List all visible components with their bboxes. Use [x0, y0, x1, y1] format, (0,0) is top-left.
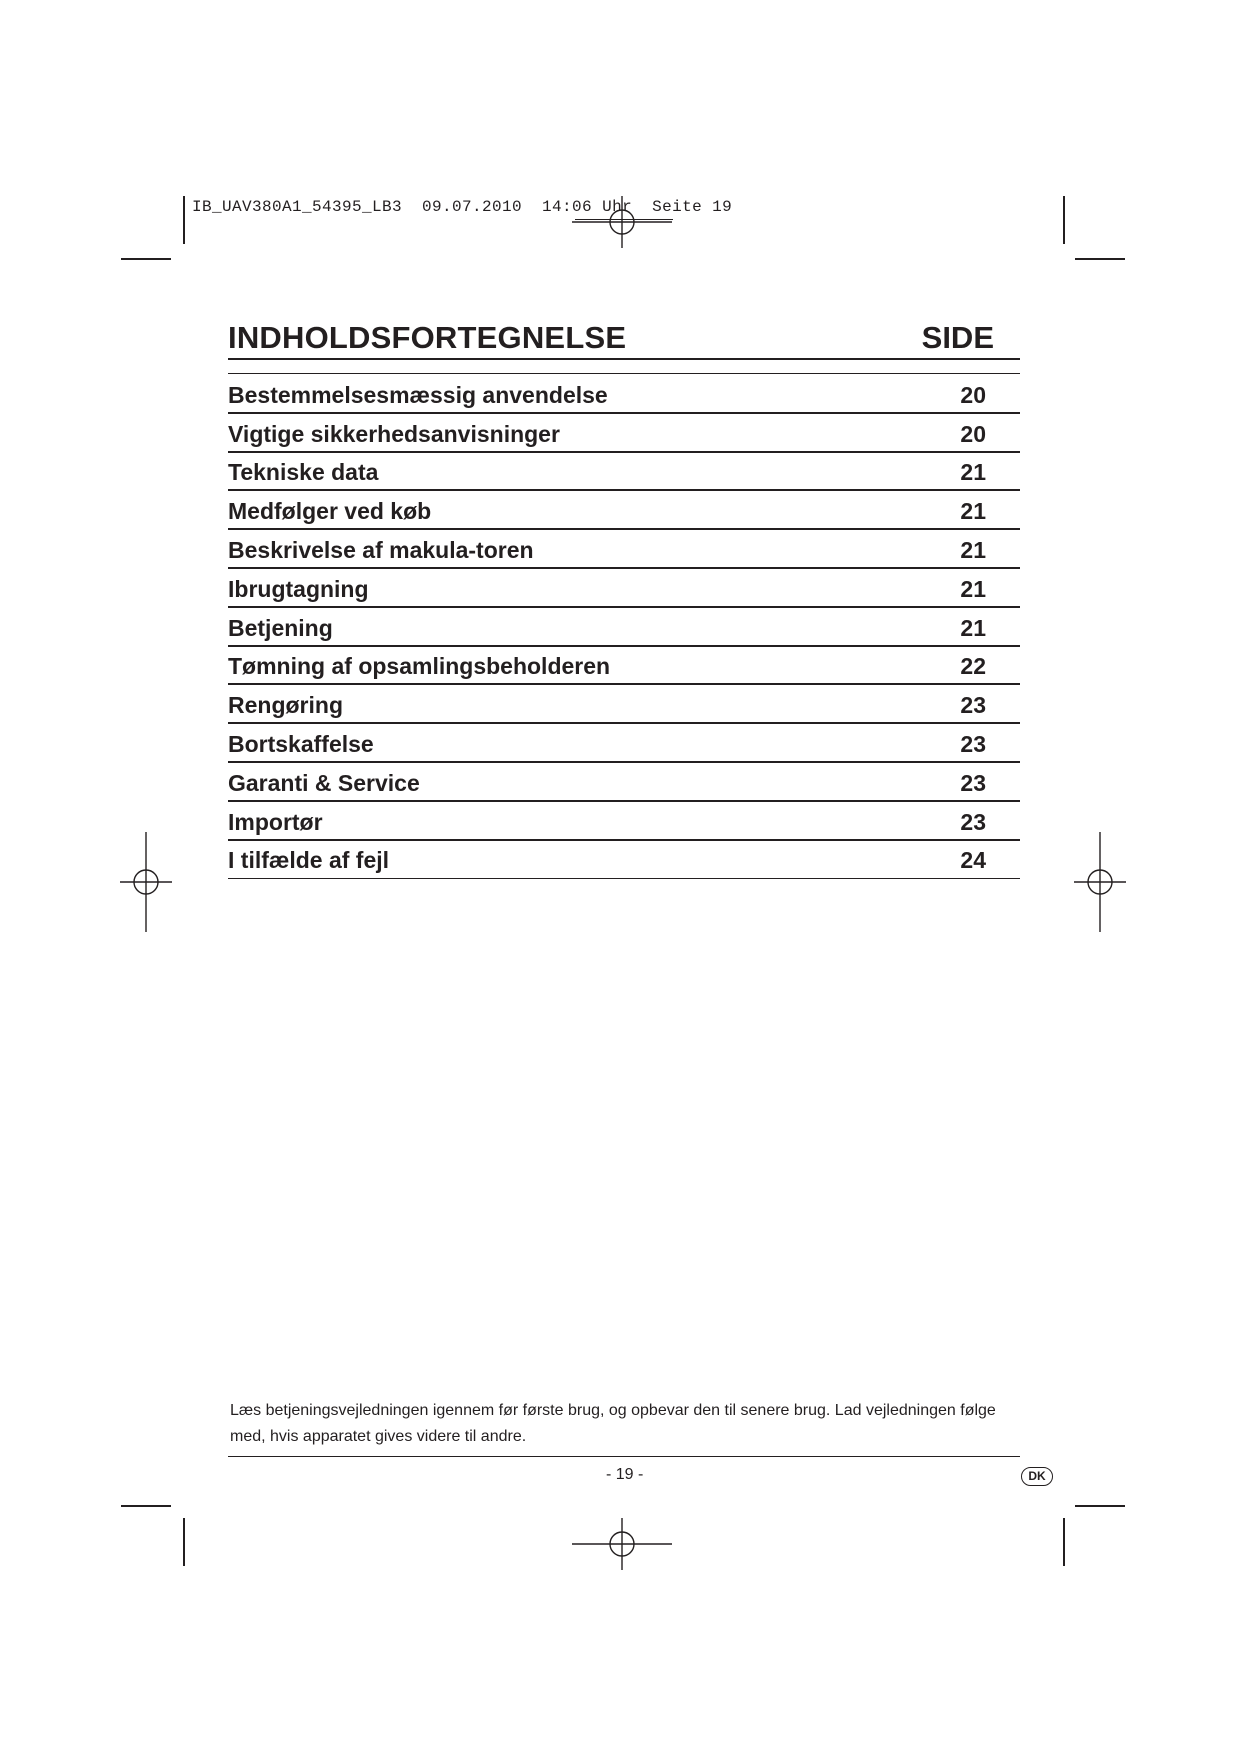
registration-mark-right [1074, 832, 1126, 932]
toc-entry-page: 24 [960, 847, 986, 874]
toc-page-column-label: SIDE [921, 320, 994, 355]
print-job-header: IB_UAV380A1_54395_LB3 09.07.2010 14:06 Uhr Seite 19 [192, 198, 733, 216]
toc-entry-label: Tekniske data [228, 459, 379, 486]
toc-entry-label: Beskrivelse af makula-toren [228, 537, 534, 564]
page-number: - 19 - [606, 1466, 644, 1483]
toc-entry[interactable] [228, 840, 1020, 879]
toc-entry[interactable] [228, 452, 1020, 491]
toc-entry[interactable] [228, 490, 1020, 529]
toc-entry-label: Vigtige sikkerhedsanvisninger [228, 420, 560, 447]
language-badge: DK [1021, 1467, 1053, 1486]
toc-entry-page: 21 [960, 537, 986, 564]
toc-entry-page: 20 [960, 381, 986, 408]
toc-entry-page: 21 [960, 459, 986, 486]
toc-entry-label: Bortskaffelse [228, 731, 374, 758]
toc-title-rule [228, 358, 1020, 360]
crop-mark [1063, 196, 1065, 244]
toc-entry-page: 23 [960, 692, 986, 719]
registration-mark-bottom [572, 1518, 672, 1570]
toc-entry-label: I tilfælde af fejl [228, 847, 390, 874]
toc-entry-label: Betjening [228, 614, 333, 641]
crop-mark [1063, 1518, 1065, 1566]
toc-entry-page: 22 [960, 653, 986, 680]
toc-entry-label: Garanti & Service [228, 769, 420, 796]
toc-entry-page: 21 [960, 498, 986, 525]
toc-entry[interactable] [228, 723, 1020, 762]
toc-entry[interactable] [228, 607, 1020, 646]
toc-entry-label: Tømning af opsamlingsbeholderen [228, 653, 611, 680]
crop-mark [1075, 258, 1125, 260]
toc-entry[interactable] [228, 684, 1020, 723]
crop-mark [121, 258, 171, 260]
crop-mark [183, 196, 185, 244]
crop-mark [121, 1505, 171, 1507]
toc-entry-page: 23 [960, 769, 986, 796]
toc-entry-label: Bestemmelsesmæssig anvendelse [228, 381, 608, 408]
crop-mark [1075, 1505, 1125, 1507]
crop-mark [183, 1518, 185, 1566]
toc-entry[interactable] [228, 529, 1020, 568]
footer-rule [228, 1456, 1020, 1457]
toc-title: INDHOLDSFORTEGNELSE [228, 320, 627, 355]
toc-entry[interactable] [228, 801, 1020, 840]
toc-entry-page: 21 [960, 614, 986, 641]
toc-list [228, 374, 1020, 878]
registration-mark-top [572, 196, 672, 248]
toc-entry-page: 20 [960, 420, 986, 447]
toc-entry[interactable] [228, 762, 1020, 801]
toc-entry[interactable] [228, 568, 1020, 607]
toc-entry[interactable] [228, 374, 1020, 413]
toc-entry-page: 23 [960, 731, 986, 758]
toc-entry[interactable] [228, 646, 1020, 685]
toc-entry[interactable] [228, 413, 1020, 452]
toc-entry-page: 21 [960, 575, 986, 602]
toc-entry-label: Importør [228, 808, 323, 835]
toc-entry-page: 23 [960, 808, 986, 835]
registration-mark-left [120, 832, 172, 932]
usage-note: Læs betjeningsvejledningen igennem før første brug, og opbevar den til senere brug. Lad vejledningen følge med, hvis apparatet gives videre til andre. [230, 1402, 996, 1445]
toc-entry-label: Medfølger ved køb [228, 498, 432, 525]
toc-entry-label: Rengøring [228, 692, 343, 719]
toc-entry-label: Ibrugtagning [228, 575, 369, 602]
